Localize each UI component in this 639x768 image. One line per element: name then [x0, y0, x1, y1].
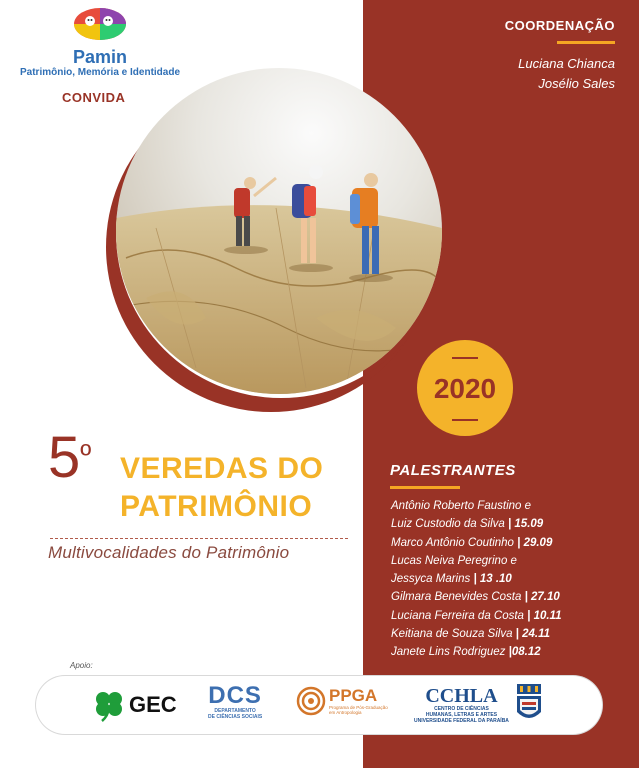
speaker-date: | 29.09	[517, 536, 553, 549]
year-badge	[417, 340, 513, 436]
dcs-text: DCS	[208, 682, 262, 709]
ppga-subtext: em Antropologia	[329, 710, 362, 715]
speaker-date: | 13 .10	[473, 573, 512, 586]
speaker-date: | 27.10	[524, 591, 560, 604]
logo-subtitle: Patrimônio, Memória e Identidade	[19, 67, 181, 78]
speaker-date: | 24.11	[515, 628, 551, 641]
speaker-item	[391, 588, 562, 606]
speaker-name: Gilmara Benevides Costa	[391, 591, 525, 604]
ppga-text: PPGA	[329, 686, 378, 705]
speaker-name: Marco Antônio Coutinho	[391, 536, 518, 549]
title-divider	[50, 538, 348, 539]
clover-icon	[92, 688, 126, 722]
dcs-subtext: DEPARTAMENTO	[214, 708, 256, 714]
sponsor-bar	[36, 676, 602, 734]
speaker-item	[391, 625, 562, 643]
speaker-name: Luiz Custodio da Silva	[391, 518, 508, 531]
speaker-name: Keitiana de Souza Silva	[391, 628, 516, 641]
speaker-date: | 10.11	[527, 609, 562, 622]
speakers-list	[391, 497, 562, 662]
speakers-title: PALESTRANTES	[390, 462, 516, 479]
event-subtitle: Multivocalidades do Patrimônio	[48, 543, 290, 562]
edition-ordinal: º	[80, 439, 92, 472]
speaker-name: Janete Lins Rodriguez	[391, 646, 509, 659]
edition-number: 5	[48, 425, 81, 490]
speaker-name: Luciana Ferreira da Costa	[391, 609, 528, 622]
speaker-item	[391, 607, 562, 625]
support-label: Apoio:	[70, 661, 93, 670]
speaker-item	[391, 497, 562, 515]
year-divider	[452, 419, 478, 421]
speaker-name: Lucas Neiva Peregrino e	[391, 554, 517, 567]
event-year: 2020	[433, 373, 497, 404]
gec-text: GEC	[129, 692, 177, 717]
coordination-divider	[557, 41, 615, 44]
coordinator-name: Luciana Chianca	[518, 56, 615, 71]
coordinator-name: Josélio Sales	[538, 76, 615, 91]
speaker-item	[391, 643, 562, 661]
ppga-subtext: Programa de Pós-Graduação	[329, 705, 388, 710]
speaker-item	[391, 515, 562, 533]
dcs-logo	[208, 684, 262, 720]
travelers-map-photo	[116, 68, 442, 394]
speaker-name: Jessyca Marins	[391, 573, 474, 586]
event-title-line-2: PATRIMÔNIO	[120, 490, 313, 523]
event-edition	[48, 425, 92, 490]
theater-masks-icon	[72, 6, 128, 42]
year-divider	[452, 357, 478, 359]
cchla-logo	[414, 686, 509, 724]
dcs-subtext: DE CIÊNCIAS SOCIAIS	[208, 714, 263, 720]
gec-logo	[92, 688, 177, 722]
ufpb-crest-icon	[514, 682, 544, 726]
speaker-name: Antônio Roberto Faustino e	[391, 500, 532, 512]
ppga-logo	[296, 686, 388, 716]
cchla-text: CCHLA	[425, 685, 498, 707]
invite-text: CONVIDA	[62, 90, 126, 105]
cchla-subtext: CENTRO DE CIÊNCIAS	[434, 706, 489, 712]
speakers-divider	[390, 486, 460, 489]
coordination-title: COORDENAÇÃO	[504, 18, 615, 33]
speaker-date: |08.12	[508, 646, 541, 659]
speaker-item	[391, 552, 562, 570]
spiral-icon	[296, 686, 326, 716]
speaker-date: | 15.09	[507, 518, 544, 531]
cchla-subtext: UNIVERSIDADE FEDERAL DA PARAÍBA	[414, 718, 509, 724]
cchla-subtext: HUMANAS, LETRAS E ARTES	[425, 712, 498, 718]
logo-name: Pamin	[72, 47, 128, 67]
speaker-item	[391, 570, 562, 588]
coordination-block	[505, 18, 615, 94]
event-title-line-1: VEREDAS DO	[120, 452, 324, 485]
speaker-item	[391, 534, 562, 552]
